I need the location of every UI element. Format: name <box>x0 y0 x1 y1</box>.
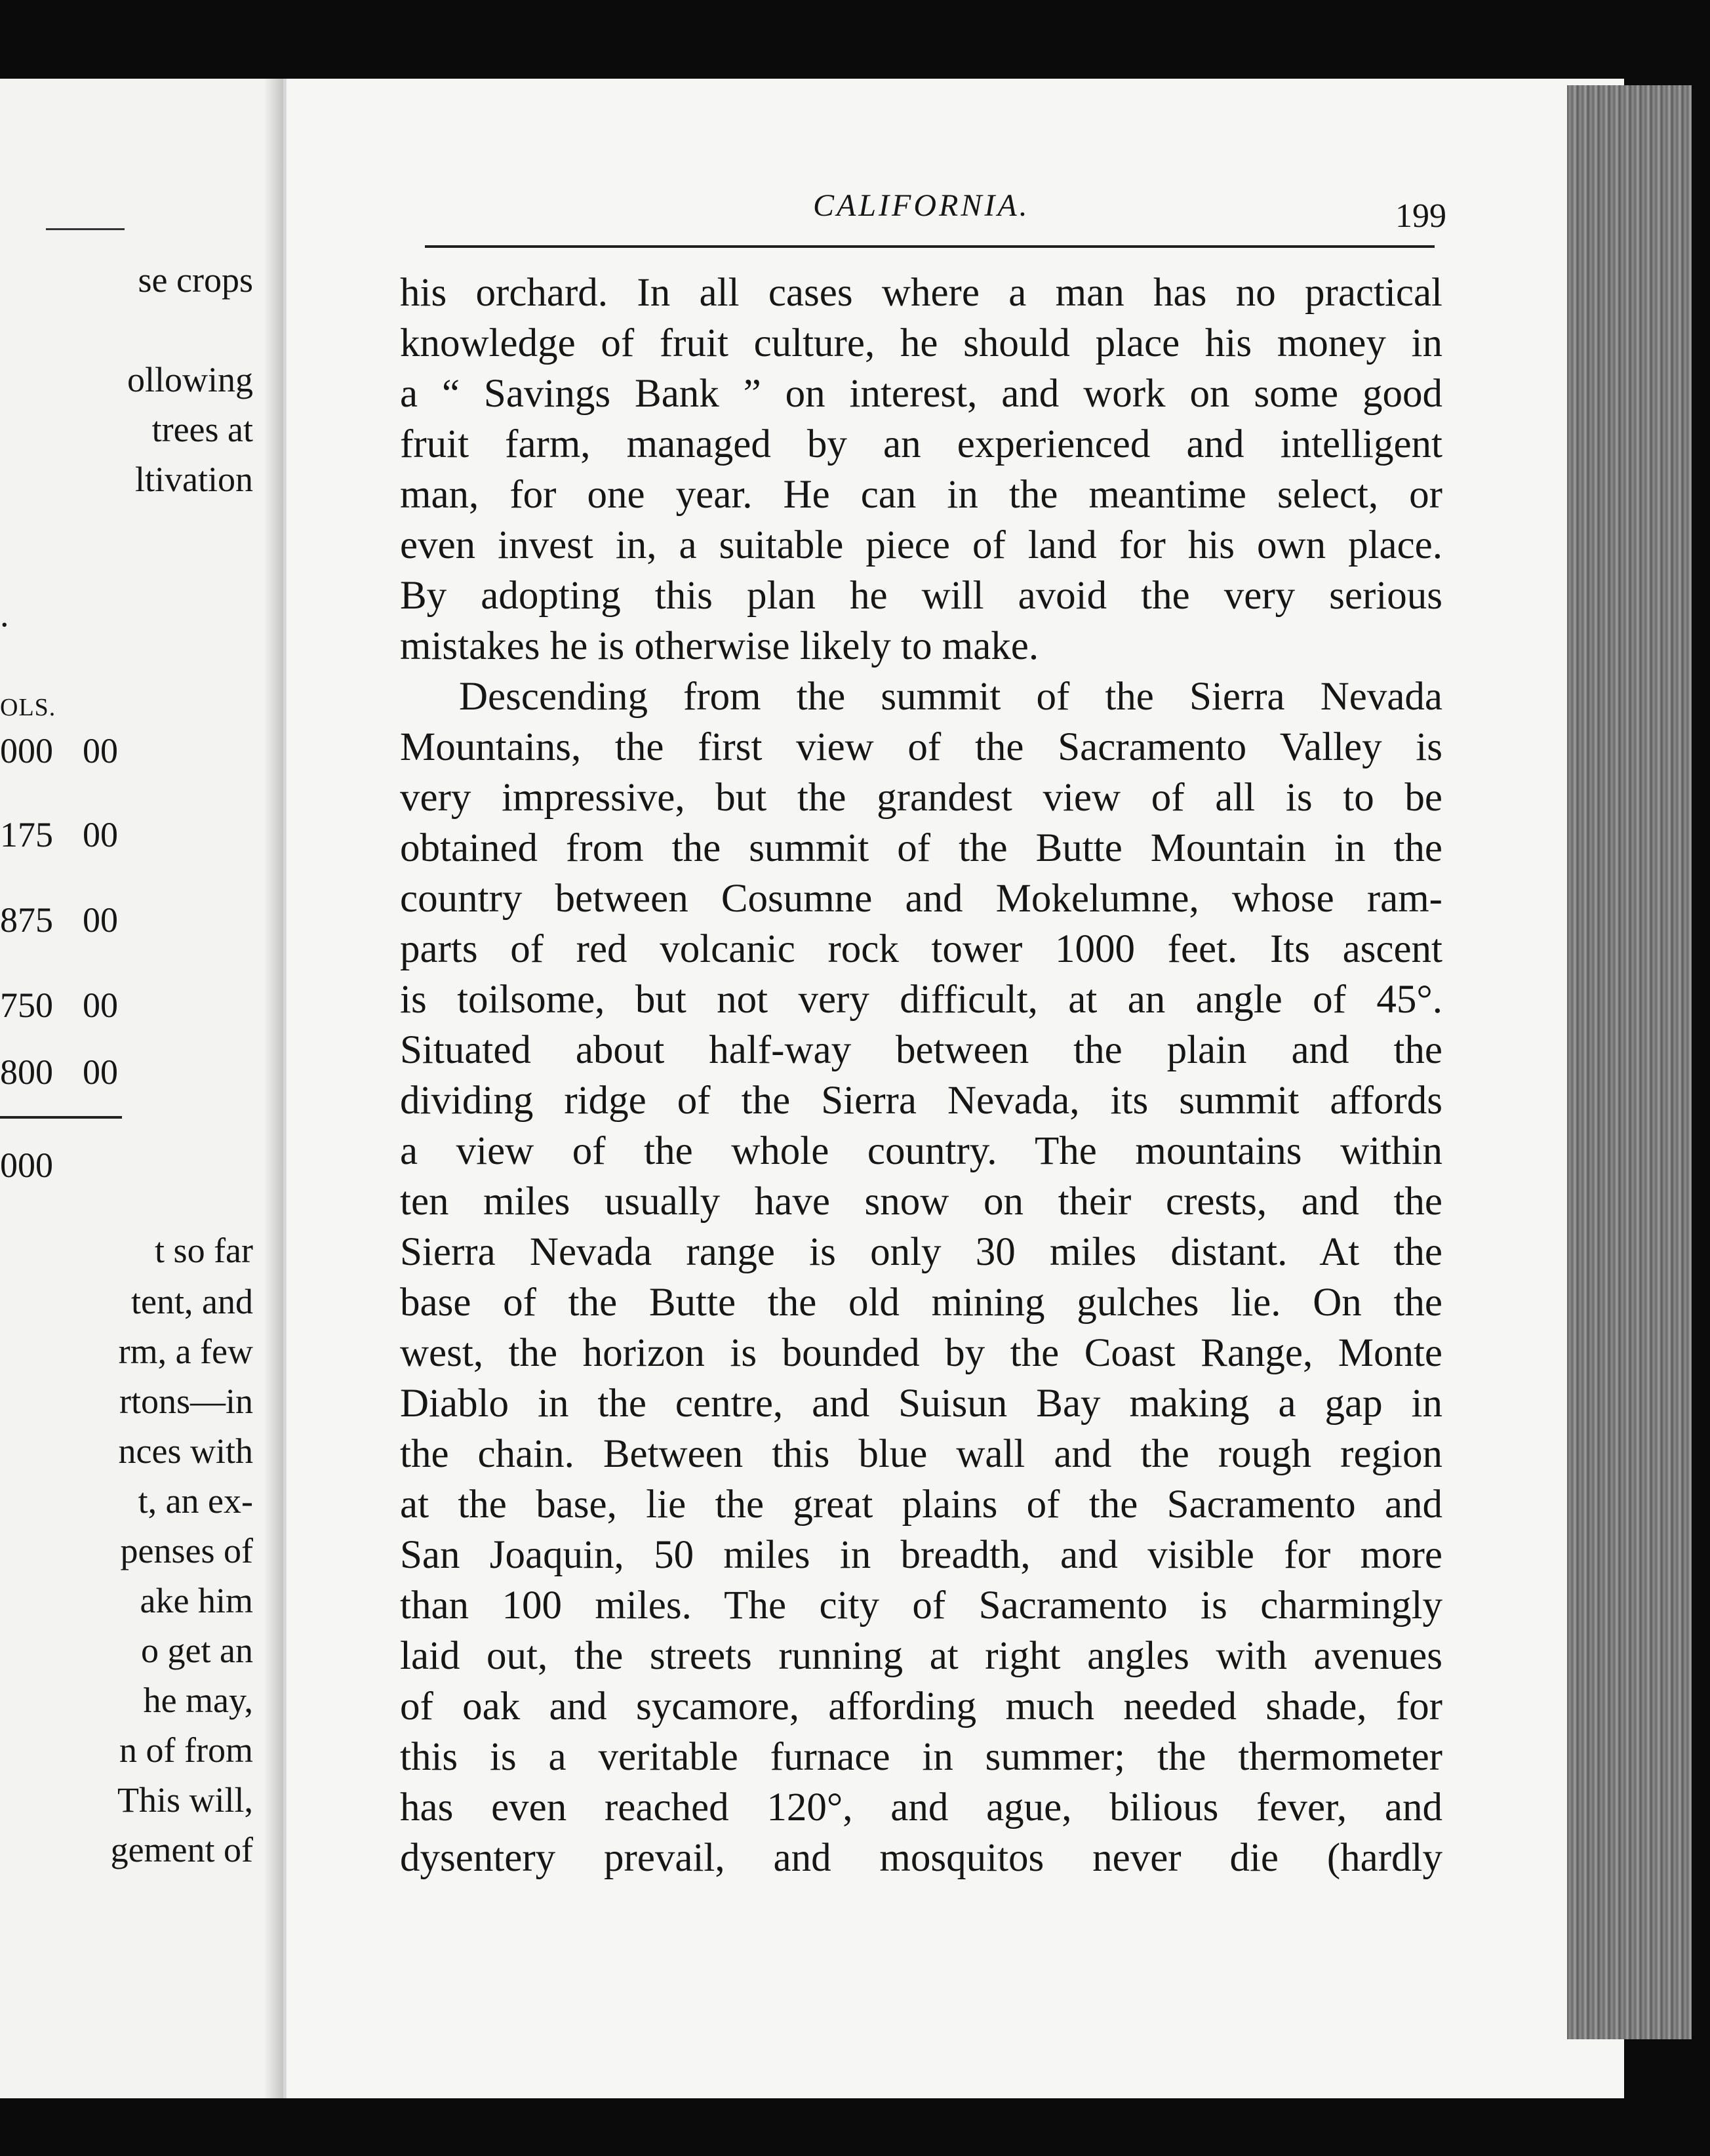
left-line: ollowing <box>127 360 253 399</box>
text-line: obtained from the summit of the Butte Mountain in the <box>400 826 1442 870</box>
table-value: 875 <box>0 900 53 940</box>
text-line: ten miles usually have snow on their crests, and the <box>400 1180 1442 1224</box>
text-line: fruit farm, managed by an experienced and intelligent <box>400 422 1442 466</box>
text-line: than 100 miles. The city of Sacramento is charmingly <box>400 1584 1442 1627</box>
text-line: dividing ridge of the Sierra Nevada, its summit affords <box>400 1079 1442 1123</box>
table-cents: 00 <box>83 731 118 770</box>
left-line: This will, <box>117 1780 253 1820</box>
table-header: OLS. <box>0 694 56 721</box>
left-line: se crops <box>138 260 253 300</box>
table-value: 175 <box>0 815 53 854</box>
text-line: Diablo in the centre, and Suisun Bay making a gap in <box>400 1382 1442 1426</box>
text-line: even invest in, a suitable piece of land for his own place. <box>400 523 1442 567</box>
left-line: tent, and <box>131 1282 253 1321</box>
text-line: this is a veritable furnace in summer; the thermometer <box>400 1735 1442 1779</box>
running-head: CALIFORNIA. <box>813 188 1030 223</box>
left-line: ake him <box>140 1581 253 1620</box>
text-line: his orchard. In all cases where a man has no practical <box>400 271 1442 315</box>
text-line: By adopting this plan he will avoid the very serious <box>400 574 1442 618</box>
left-line: trees at <box>151 410 253 449</box>
table-value: 750 <box>0 986 53 1025</box>
header-rule <box>425 245 1435 248</box>
text-line: mistakes he is otherwise likely to make. <box>400 624 1039 668</box>
paragraph-2 <box>400 671 1442 1883</box>
left-facing-page <box>0 79 290 2098</box>
paragraph-1 <box>400 268 1442 671</box>
left-line: ltivation <box>135 460 253 499</box>
left-line: t so far <box>155 1231 253 1270</box>
table-value: 800 <box>0 1052 53 1092</box>
text-line: dysentery prevail, and mosquitos never die (hardly <box>400 1836 1442 1880</box>
text-line: Mountains, the first view of the Sacramento Valley is <box>400 725 1442 769</box>
page-edges <box>1567 85 1692 2039</box>
left-line: rm, a few <box>118 1332 253 1371</box>
table-value: 000 <box>0 1146 53 1185</box>
text-line: has even reached 120°, and ague, bilious fever, and <box>400 1786 1442 1829</box>
table-cents: 00 <box>83 1052 118 1092</box>
text-line: a view of the whole country. The mountains within <box>400 1129 1442 1173</box>
text-line: is toilsome, but not very difficult, at an angle of 45°. <box>400 978 1442 1022</box>
text-line: very impressive, but the grandest view of all is to be <box>400 776 1442 820</box>
page-number: 199 <box>1395 197 1446 235</box>
left-line: n of from <box>119 1730 253 1770</box>
table-sum-rule <box>0 1116 122 1119</box>
text-line: west, the horizon is bounded by the Coast Range, Monte <box>400 1331 1442 1375</box>
text-line: Sierra Nevada range is only 30 miles distant. At the <box>400 1230 1442 1274</box>
left-line: penses of <box>120 1531 253 1570</box>
table-cents: 00 <box>83 986 118 1025</box>
body-text <box>400 268 1442 1883</box>
left-line: t, an ex- <box>138 1481 253 1521</box>
table-cents: 00 <box>83 900 118 940</box>
text-line: man, for one year. He can in the meantime select, or <box>400 473 1442 517</box>
left-line: nces with <box>118 1431 253 1471</box>
left-page-rule <box>46 228 125 230</box>
text-line: at the base, lie the great plains of the Sacramento and <box>400 1483 1442 1527</box>
left-line: rtons—in <box>119 1382 253 1421</box>
gutter-shadow <box>264 79 286 2098</box>
text-line: Situated about half-way between the plain and the <box>400 1028 1442 1072</box>
table-cents: 00 <box>83 815 118 854</box>
table-value: 000 <box>0 731 53 770</box>
text-line: laid out, the streets running at right angles with avenues <box>400 1634 1442 1678</box>
left-line: he may, <box>143 1681 253 1720</box>
text-line: parts of red volcanic rock tower 1000 feet. Its ascent <box>400 927 1442 971</box>
text-line: the chain. Between this blue wall and the rough region <box>400 1432 1442 1476</box>
text-line: San Joaquin, 50 miles in breadth, and visible for more <box>400 1533 1442 1577</box>
left-dot: . <box>0 595 9 634</box>
text-line: a “ Savings Bank ” on interest, and work on some good <box>400 372 1442 416</box>
text-line: of oak and sycamore, affording much needed shade, for <box>400 1685 1442 1728</box>
left-line: o get an <box>141 1631 253 1670</box>
text-line: base of the Butte the old mining gulches lie. On the <box>400 1281 1442 1325</box>
text-line: Descending from the summit of the Sierra Nevada <box>459 675 1442 719</box>
left-line: gement of <box>110 1830 253 1869</box>
text-line: country between Cosumne and Mokelumne, whose ram- <box>400 877 1442 921</box>
text-line: knowledge of fruit culture, he should place his money in <box>400 321 1442 365</box>
